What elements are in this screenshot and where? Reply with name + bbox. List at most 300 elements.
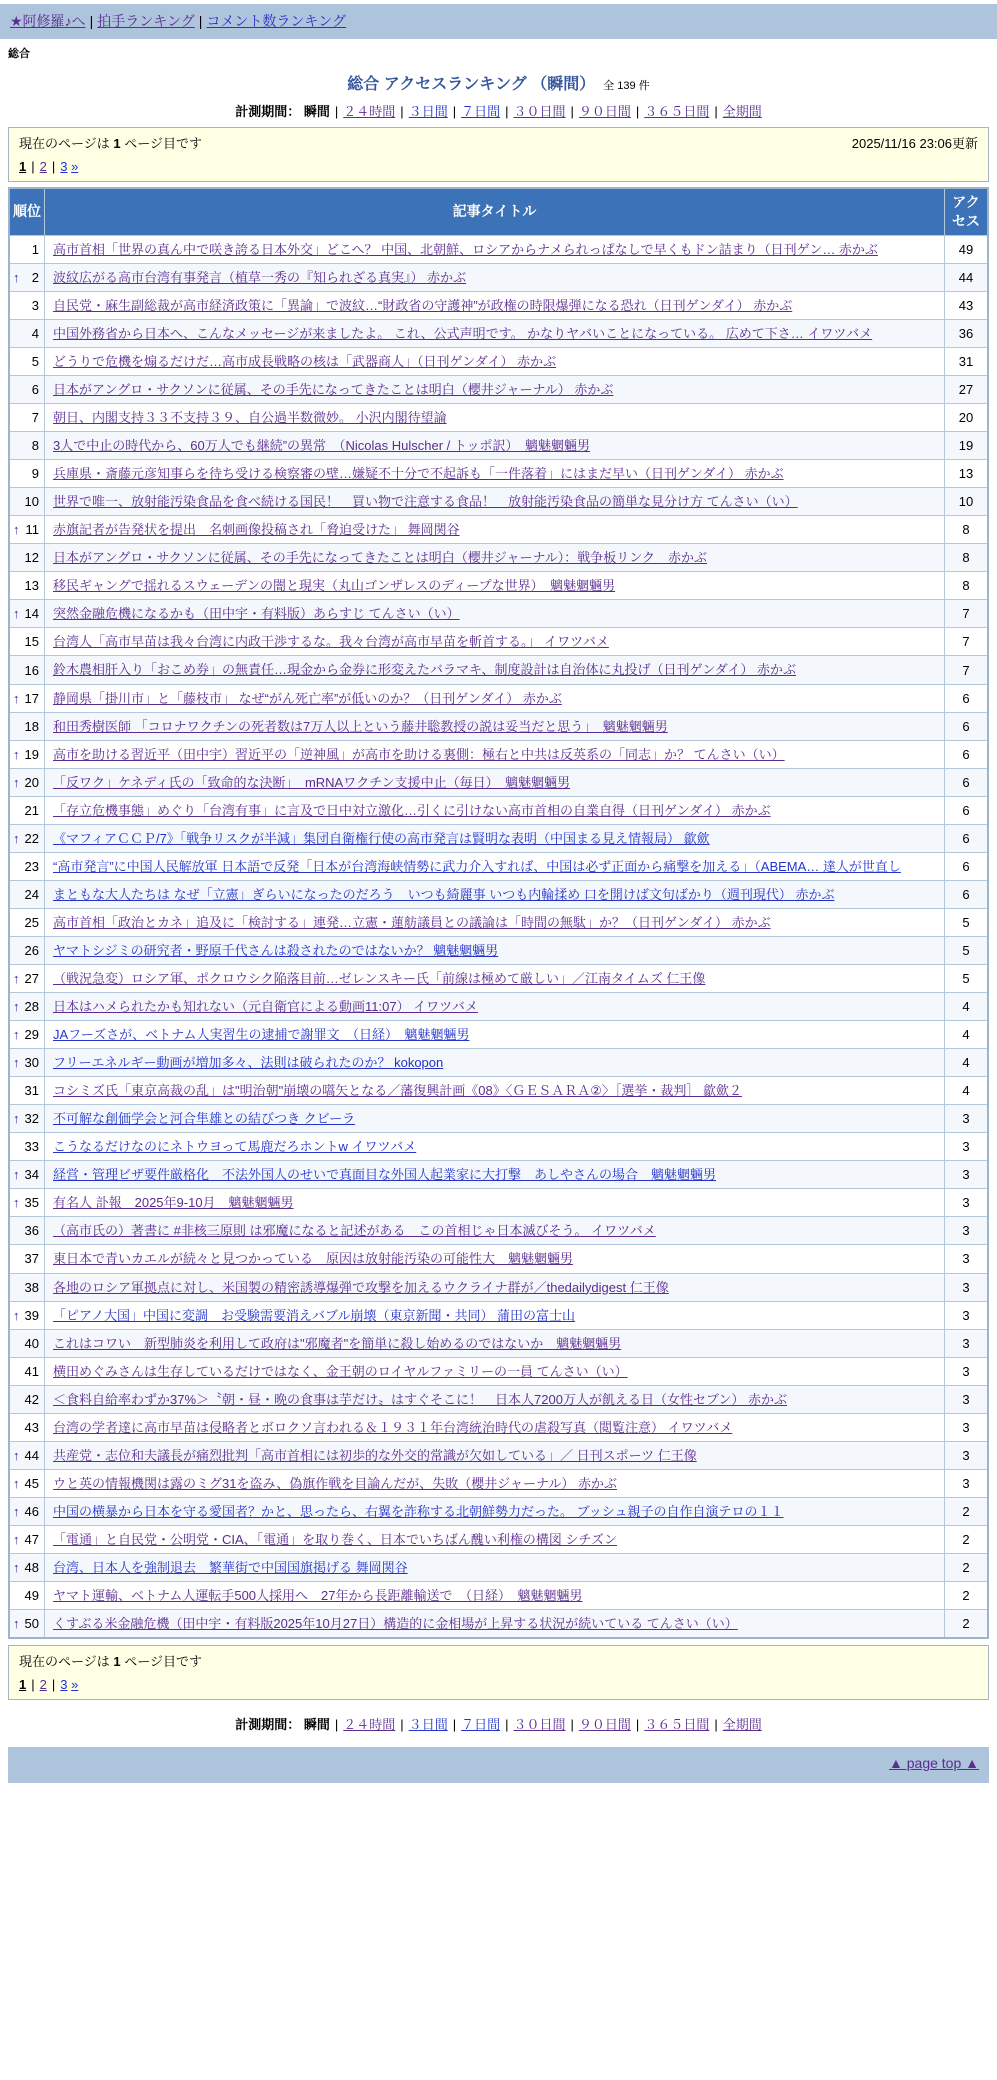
rank-cell [9, 880, 45, 908]
pipe-separator: | [714, 104, 718, 119]
article-link[interactable]: 高市を助ける習近平（田中宇）習近平の「逆神風」が高市を助ける裏側：極右と中共は反英系の「同志」か？ てんさい（い） [53, 746, 785, 762]
rank-cell [9, 263, 45, 291]
rank-cell [9, 600, 45, 628]
current-page-suffix: ページ目です [120, 1654, 202, 1670]
pipe-separator: | [505, 1717, 509, 1733]
page-top-link[interactable]: ▲ page top ▲ [889, 1755, 979, 1772]
rank-cell [9, 1582, 45, 1610]
article-link[interactable]: 経営・管理ビザ要件厳格化 不法外国人のせいで真面目な外国人起業家に大打撃 あしやさんの場合 魑魅魍魎男 [53, 1167, 717, 1183]
rank-cell [9, 1245, 45, 1273]
top-menu-bar [0, 4, 997, 39]
rank-cell [9, 1441, 45, 1469]
title-cell [45, 880, 945, 908]
rank-number: 35 [24, 1195, 39, 1211]
article-link[interactable]: 共産党・志位和夫議長が痛烈批判「高市首相には初歩的な外交的常識が欠如している」／ 日刊スポーツ 仁王像 [53, 1447, 697, 1463]
rank-number: 21 [24, 802, 39, 818]
title-cell [45, 404, 945, 432]
title-cell [45, 824, 945, 852]
rank-cell [9, 824, 45, 852]
ranking-row [9, 1610, 988, 1639]
title-column-header: 記事タイトル [45, 188, 945, 235]
access-count: 36 [945, 319, 989, 347]
period-label-bottom: 計測期間： [235, 1717, 301, 1733]
pipe-separator: | [31, 1677, 35, 1693]
rank-up-icon: ↑ [13, 746, 20, 762]
rank-number: 42 [24, 1391, 39, 1407]
period-link-bottom-2[interactable]: ３日間 [408, 1717, 448, 1733]
page-link-top-»[interactable]: » [71, 159, 79, 174]
period-link-top-5[interactable]: ９０日間 [578, 104, 631, 119]
article-link[interactable]: 3人で中止の時代から、60万人でも継続”の異常 （Nicolas Hulscher / トッポ訳） 魑魅魍魎男 [53, 438, 590, 454]
title-cell [45, 263, 945, 291]
rank-cell [9, 460, 45, 488]
article-link[interactable]: 「反ワク」ケネディ氏の「致命的な決断」 mRNAワクチン支援中止（毎日） 魑魅魍魎男 [53, 774, 571, 790]
article-link[interactable]: 日本がアングロ・サクソンに従属、その手先になってきたことは明白（櫻井ジャーナル）：戦争板リンク 赤かぶ [53, 550, 708, 566]
page-link-current-top: 1 [19, 159, 27, 174]
article-link[interactable]: 高市首相「政治とカネ」追及に「検討する」連発…立憲・蓮舫議員との議論は「時間の無駄」か？（日刊ゲンダイ） 赤かぶ [53, 914, 771, 930]
article-link[interactable]: （戦況急変）ロシア軍、ポクロウシク陥落目前…ゼレンスキー氏「前線は極めて厳しい」／江南タイムズ 仁王像 [53, 971, 706, 986]
page-link-current-bottom: 1 [19, 1677, 27, 1693]
menu-link-3[interactable]: コメント数ランキング [206, 13, 347, 29]
ranking-row [9, 1133, 988, 1161]
ranking-row [9, 852, 988, 880]
page-top-bar [8, 1747, 989, 1783]
title-cell [45, 319, 945, 347]
rank-cell [9, 656, 45, 684]
pipe-separator: | [400, 1717, 404, 1733]
rank-up-icon: ↑ [13, 1027, 20, 1043]
article-link[interactable]: 台湾の学者達に高市早苗は侵略者とボロクソ言われる＆１９３１年台湾統治時代の虐殺写真（閲覧注意） イワツバメ [53, 1419, 733, 1435]
period-current-bottom: 瞬間 [300, 1717, 330, 1733]
title-cell [45, 740, 945, 768]
title-cell [45, 796, 945, 824]
rank-number: 1 [31, 241, 39, 257]
rank-cell [9, 291, 45, 319]
period-selector-top [8, 101, 989, 120]
menu-link-2[interactable]: 拍手ランキング [97, 13, 195, 29]
rank-number: 50 [24, 1616, 39, 1632]
access-count: 4 [945, 993, 989, 1021]
rank-number: 24 [24, 886, 39, 902]
title-line [8, 71, 989, 94]
rank-number: 41 [24, 1363, 39, 1379]
title-cell [45, 347, 945, 375]
access-column-header: アクセス [945, 188, 989, 235]
rank-cell [9, 993, 45, 1021]
rank-number: 23 [24, 858, 39, 874]
rank-number: 25 [24, 914, 39, 930]
access-count: 3 [945, 1189, 989, 1217]
access-count: 7 [945, 628, 989, 656]
article-link[interactable]: 自民党・麻生副総裁が高市経済政策に「異論」で波紋…“財政省の守護神”が政権の時限爆弾になる恐れ（日刊ゲンダイ） 赤かぶ [53, 297, 793, 313]
access-count: 3 [945, 1329, 989, 1357]
article-link[interactable]: 「電通」と自民党・公明党・CIA、「電通」を取り巻く、日本でいちばん醜い利権の構図 シチズン [53, 1531, 618, 1547]
ranking-row [9, 1385, 988, 1413]
article-link[interactable]: “高市発言”に中国人民解放軍 日本語で反発「日本が台湾海峡情勢に武力介入すれば、中国は必ず正面から痛撃を加える」（ABEMA… 達人が世直し [53, 858, 901, 874]
ranking-row [9, 796, 988, 824]
ranking-row [9, 572, 988, 600]
rank-number: 28 [24, 999, 39, 1015]
pipe-separator: | [505, 104, 509, 119]
ranking-row [9, 1413, 988, 1441]
ranking-row [9, 1525, 988, 1553]
access-count: 44 [945, 263, 989, 291]
article-link[interactable]: くすぶる米金融危機（田中宇・有料版2025年10月27日）構造的に金相場が上昇する状況が続いている てんさい（い） [53, 1616, 738, 1632]
article-link[interactable]: ＜食料自給率わずか37%＞〝朝・昼・晩の食事は芋だけ〟はすぐそこに！ 日本人7200万人が飢える日（女性セブン） 赤かぶ [53, 1391, 788, 1407]
period-link-bottom-6[interactable]: ３６５日間 [644, 1717, 710, 1733]
ranking-row [9, 1469, 988, 1497]
current-page-number: 1 [113, 1654, 121, 1670]
ranking-row [9, 740, 988, 768]
ranking-row [9, 1441, 988, 1469]
rank-number: 38 [24, 1279, 39, 1295]
rank-number: 7 [31, 410, 39, 426]
ranking-row [9, 1301, 988, 1329]
article-link[interactable]: コシミズ氏「東京高裁の乱」は"明治朝"崩壊の嚆矢となる／藩復興計画《08》〈ＧＥＳＡＲＡ②〉［選挙・裁判］ 歙歛２ [53, 1083, 742, 1099]
rank-cell [9, 376, 45, 404]
access-count: 13 [945, 460, 989, 488]
article-link[interactable]: こうなるだけなのにネトウヨって馬鹿だろホントw イワツバメ [53, 1139, 417, 1155]
rank-number: 8 [31, 438, 39, 454]
rank-number: 20 [24, 774, 39, 790]
current-page-prefix: 現在のページは [19, 136, 114, 151]
rank-column-header: 順位 [9, 188, 45, 235]
rank-cell [9, 1469, 45, 1497]
rank-cell [9, 1413, 45, 1441]
access-count: 6 [945, 768, 989, 796]
rank-number: 22 [24, 830, 39, 846]
title-cell [45, 572, 945, 600]
pipe-separator: | [51, 1677, 56, 1693]
rank-number: 37 [24, 1251, 39, 1267]
title-cell [45, 1413, 945, 1441]
rank-number: 33 [24, 1139, 39, 1155]
page-link-bottom-»[interactable]: » [71, 1677, 79, 1693]
article-link[interactable]: 高市首相「世界の真ん中で咲き誇る日本外交」どこへ？ 中国、北朝鮮、ロシアからナメられっぱなしで早くもドン詰まり（日刊ゲン… 赤かぶ [53, 241, 878, 257]
access-count: 7 [945, 600, 989, 628]
rank-cell [9, 572, 45, 600]
rank-cell [9, 1525, 45, 1553]
ranking-row [9, 1245, 988, 1273]
article-link[interactable]: ウと英の情報機関は露のミグ31を盗み、偽旗作戦を目論んだが、失敗（櫻井ジャーナル） 赤かぶ [53, 1475, 617, 1491]
access-count: 3 [945, 1273, 989, 1301]
ranking-row [9, 291, 988, 319]
title-cell [45, 1497, 945, 1525]
pager-box-top [8, 127, 989, 182]
ranking-row [9, 965, 988, 993]
article-link[interactable]: （高市氏の）著書に #非核三原則 は邪魔になると記述がある この首相じゃ日本滅びそう。 イワツバメ [53, 1223, 656, 1239]
article-link[interactable]: JAフーズさが、ベトナム人実習生の逮捕で謝罪文 （日経） 魑魅魍魎男 [53, 1027, 470, 1043]
period-link-top-4[interactable]: ３０日間 [513, 104, 566, 119]
rank-up-icon: ↑ [13, 1055, 20, 1071]
pipe-separator: | [334, 104, 339, 119]
title-cell [45, 908, 945, 936]
article-link[interactable]: 東日本で青いカエルが続々と見つかっている 原因は放射能汚染の可能性大 魑魅魍魎男 [53, 1251, 574, 1267]
ranking-row [9, 1021, 988, 1049]
access-count: 3 [945, 1385, 989, 1413]
ranking-row [9, 516, 988, 544]
updated-timestamp: 2025/11/16 23:06更新 [851, 136, 978, 151]
rank-up-icon: ↑ [13, 269, 20, 285]
rank-cell [9, 712, 45, 740]
rank-cell [9, 1273, 45, 1301]
access-count: 3 [945, 1161, 989, 1189]
rank-cell [9, 1329, 45, 1357]
title-cell [45, 1582, 945, 1610]
rank-cell [9, 235, 45, 263]
title-cell [45, 1357, 945, 1385]
article-link[interactable]: 横田めぐみさんは生存しているだけではなく、金王朝のロイヤルファミリーの一員 てんさい（い） [53, 1363, 628, 1379]
ranking-row [9, 1273, 988, 1301]
access-count: 6 [945, 712, 989, 740]
rank-cell [9, 404, 45, 432]
article-link[interactable]: これはコワい 新型肺炎を利用して政府は"邪魔者"を簡単に殺し始めるのではないか 魑魅魍魎男 [53, 1335, 622, 1351]
pipe-separator: | [452, 1717, 457, 1733]
article-link[interactable]: 日本はハメられたかも知れない（元自衛官による動画11:07） イワツバメ [53, 999, 478, 1015]
ranking-row [9, 824, 988, 852]
rank-number: 11 [25, 522, 39, 538]
rank-number: 29 [24, 1027, 39, 1043]
ranking-row [9, 936, 988, 964]
rank-up-icon: ↑ [13, 1307, 20, 1323]
rank-number: 14 [24, 606, 39, 622]
title-cell [45, 516, 945, 544]
article-link[interactable]: ヤマト運輸、ベトナム人運転手500人採用へ 27年から長距離輸送で （日経） 魑魅魍魎男 [53, 1588, 583, 1604]
rank-cell [9, 544, 45, 572]
access-count: 3 [945, 1133, 989, 1161]
period-link-bottom-5[interactable]: ９０日間 [578, 1717, 631, 1733]
current-page-suffix: ページ目です [120, 136, 202, 151]
access-count: 2 [945, 1553, 989, 1581]
article-link[interactable]: まともな大人たちは なぜ「立憲」ぎらいになったのだろう いつも綺麗事 いつも内輪揉め 口を開けば文句ばかり（週刊現代） 赤かぶ [53, 886, 835, 902]
access-count: 5 [945, 936, 989, 964]
ranking-row [9, 908, 988, 936]
access-count: 31 [945, 347, 989, 375]
period-link-bottom-7[interactable]: 全期間 [722, 1717, 762, 1733]
rank-cell [9, 347, 45, 375]
article-link[interactable]: どうりで危機を煽るだけだ…高市成長戦略の核は「武器商人」（日刊ゲンダイ） 赤かぶ [53, 353, 557, 369]
rank-number: 5 [31, 353, 39, 369]
access-count: 5 [945, 965, 989, 993]
rank-up-icon: ↑ [13, 1475, 20, 1491]
title-cell [45, 460, 945, 488]
period-link-top-7[interactable]: 全期間 [722, 104, 762, 119]
period-link-bottom-3[interactable]: ７日間 [461, 1717, 501, 1733]
access-count: 10 [945, 488, 989, 516]
rank-cell [9, 1133, 45, 1161]
period-link-bottom-4[interactable]: ３０日間 [513, 1717, 566, 1733]
ranking-row [9, 768, 988, 796]
period-current-top: 瞬間 [300, 104, 330, 119]
page-link-bottom-2[interactable]: 2 [39, 1677, 47, 1693]
article-link[interactable]: 静岡県「掛川市」と「藤枝市」 なぜ“がん死亡率”が低いのか？（日刊ゲンダイ） 赤かぶ [53, 690, 562, 706]
title-cell [45, 1133, 945, 1161]
pagination-top [19, 159, 978, 174]
access-count: 8 [945, 544, 989, 572]
article-link[interactable]: フリーエネルギー動画が増加多々、法則は破られたのか？ kokopon [53, 1055, 444, 1071]
page-link-top-2[interactable]: 2 [39, 159, 47, 174]
ranking-row [9, 544, 988, 572]
period-link-top-2[interactable]: ３日間 [408, 104, 448, 119]
article-link[interactable]: 不可解な創価学会と河合隼雄との結びつき クビーラ [53, 1111, 356, 1127]
pipe-separator: | [334, 1717, 339, 1733]
article-link[interactable]: 世界で唯一、放射能汚染食品を食べ続ける国民！ 買い物で注意する食品！ 放射能汚染食品の簡単な見分け方 てんさい（い） [53, 494, 798, 510]
article-link[interactable]: 鈴木農相肝入り「おこめ券」の無責任…現金から金券に形変えたバラマキ、制度設計は自治体に丸投げ（日刊ゲンダイ） 赤かぶ [53, 662, 797, 678]
page-link-top-3[interactable]: 3 [60, 159, 68, 174]
access-count: 4 [945, 1049, 989, 1077]
ranking-row [9, 376, 988, 404]
rank-number: 18 [24, 718, 39, 734]
article-link[interactable]: 中国の横暴から日本を守る愛国者？かと、思ったら、右翼を詐称する北朝鮮勢力だった。 ブッシュ親子の自作自演テロの１１ [53, 1503, 784, 1519]
title-cell [45, 544, 945, 572]
ranking-row [9, 1049, 988, 1077]
main-content [0, 45, 997, 1813]
article-link[interactable]: 台湾、日本人を強制退去 繁華街で中国国旗掲げる 舞岡関谷 [53, 1559, 408, 1575]
rank-cell [9, 1049, 45, 1077]
rank-cell [9, 1189, 45, 1217]
period-link-top-6[interactable]: ３６５日間 [644, 104, 710, 119]
access-count: 2 [945, 1610, 989, 1639]
article-link[interactable]: 和田秀樹医師 「コロナワクチンの死者数は7万人以上という藤井聡教授の説は妥当だと思う」 魑魅魍魎男 [53, 718, 668, 734]
article-link[interactable]: 中国外務省から日本へ、こんなメッセージが来ましたよ。 これ、公式声明です。 かなりヤバいことになっている。 広めて下さ… イワツバメ [53, 325, 873, 341]
article-link[interactable]: 各地のロシア軍拠点に対し、米国製の精密誘導爆弾で攻撃を加えるウクライナ群が／thedailydigest 仁王像 [53, 1279, 669, 1295]
ranking-row [9, 460, 988, 488]
rank-cell [9, 1610, 45, 1639]
rank-cell [9, 628, 45, 656]
rank-up-icon: ↑ [13, 1531, 20, 1547]
article-link[interactable]: 赤旗記者が告発状を提出 名刺画像投稿され「脅迫受けた」 舞岡関谷 [53, 522, 460, 538]
rank-number: 3 [31, 297, 39, 313]
pipe-separator: | [714, 1717, 718, 1733]
pipe-separator: | [51, 159, 56, 174]
rank-up-icon: ↑ [13, 830, 20, 846]
title-cell [45, 852, 945, 880]
rank-up-icon: ↑ [13, 606, 20, 622]
access-count: 2 [945, 1582, 989, 1610]
rank-up-icon: ↑ [13, 1195, 20, 1211]
title-cell [45, 1077, 945, 1105]
article-link[interactable]: 朝日、内閣支持３３不支持３９、自公過半数微妙。 小沢内閣待望論 [53, 410, 447, 426]
rank-cell [9, 1021, 45, 1049]
rank-number: 10 [24, 494, 39, 510]
current-page-number: 1 [113, 136, 121, 151]
rank-cell [9, 768, 45, 796]
menu-link-1[interactable]: ★阿修羅♪へ [10, 13, 86, 29]
ranking-row [9, 263, 988, 291]
current-page-prefix: 現在のページは [19, 1654, 114, 1670]
current-page-text-bottom [19, 1651, 202, 1670]
ranking-row [9, 656, 988, 684]
ranking-row [9, 1582, 988, 1610]
pipe-separator: | [400, 104, 404, 119]
article-link[interactable]: 有名人 訃報 2025年9-10月 魑魅魍魎男 [53, 1195, 294, 1211]
title-cell [45, 1273, 945, 1301]
rank-cell [9, 432, 45, 460]
pipe-separator: | [89, 13, 94, 29]
rank-up-icon: ↑ [13, 1167, 20, 1183]
rank-number: 19 [24, 746, 39, 762]
current-page-text-top [19, 133, 202, 152]
article-link[interactable]: 《マフィアＣＣＰ/7》「戦争リスクが半減」集団自衛権行使の高市発言は賢明な表明（中国まる見え情報局） 歙歛 [53, 830, 710, 846]
rank-up-icon: ↑ [13, 999, 20, 1015]
rank-cell [9, 488, 45, 516]
access-count: 8 [945, 516, 989, 544]
rank-up-icon: ↑ [13, 690, 20, 706]
article-link[interactable]: 日本がアングロ・サクソンに従属、その手先になってきたことは明白（櫻井ジャーナル） 赤かぶ [53, 382, 614, 398]
period-link-top-1[interactable]: ２４時間 [343, 104, 396, 119]
access-count: 3 [945, 1357, 989, 1385]
title-cell [45, 432, 945, 460]
article-link[interactable]: 突然金融危機になるかも（田中宇・有料版）あらすじ てんさい（い） [53, 606, 460, 622]
rank-cell [9, 1357, 45, 1385]
access-count: 6 [945, 740, 989, 768]
title-cell [45, 1610, 945, 1639]
title-cell [45, 291, 945, 319]
period-link-top-3[interactable]: ７日間 [461, 104, 501, 119]
access-count: 3 [945, 1469, 989, 1497]
page-link-bottom-3[interactable]: 3 [60, 1677, 68, 1693]
period-link-bottom-1[interactable]: ２４時間 [343, 1717, 396, 1733]
ranking-row [9, 432, 988, 460]
period-label-top: 計測期間： [235, 104, 301, 119]
ranking-header-row [9, 188, 988, 235]
article-link[interactable]: 移民ギャングで揺れるスウェーデンの闇と現実（丸山ゴンザレスのディープな世界） 魑魅魍魎男 [53, 578, 616, 594]
access-count: 49 [945, 235, 989, 263]
rank-up-icon: ↑ [13, 1447, 20, 1463]
title-cell [45, 1217, 945, 1245]
article-link[interactable]: 兵庫県・斎藤元彦知事らを待ち受ける検察審の壁…嫌疑不十分で不起訴も「一件落着」にはまだ早い（日刊ゲンダイ） 赤かぶ [53, 466, 784, 482]
title-cell [45, 965, 945, 993]
rank-up-icon: ↑ [13, 522, 20, 538]
rank-number: 16 [24, 662, 39, 678]
ranking-row [9, 1553, 988, 1581]
ranking-row [9, 1077, 988, 1105]
access-count: 4 [945, 1021, 989, 1049]
page-title: 総合 アクセスランキング （瞬間） [347, 76, 596, 93]
ranking-row [9, 684, 988, 712]
article-link[interactable]: ヤマトシジミの研究者・野原千代さんは殺されたのではないか？ 魑魅魍魎男 [53, 942, 499, 958]
rank-number: 32 [24, 1111, 39, 1127]
access-count: 3 [945, 1413, 989, 1441]
article-link[interactable]: 波紋広がる高市台湾有事発言（植草一秀の『知られざる真実』） 赤かぶ [53, 269, 467, 285]
pipe-separator: | [635, 1717, 640, 1733]
board-label: 総合 [8, 48, 30, 60]
access-count: 2 [945, 1525, 989, 1553]
pipe-separator: | [635, 104, 640, 119]
rank-cell [9, 852, 45, 880]
rank-cell [9, 516, 45, 544]
access-count: 3 [945, 1301, 989, 1329]
ranking-table [8, 187, 989, 1639]
title-cell [45, 1021, 945, 1049]
article-link[interactable]: 「ピアノ大国」中国に変調 お受験需要消えバブル崩壊（東京新聞・共同） 蒲田の富士山 [53, 1307, 576, 1323]
pagination-bottom [19, 1677, 978, 1692]
rank-number: 36 [24, 1223, 39, 1239]
rank-number: 12 [24, 550, 39, 566]
article-link[interactable]: 台湾人「高市早苗は我々台湾に内政干渉するな。我々台湾が高市早苗を斬首する。」 イワツバメ [53, 634, 609, 650]
rank-cell [9, 319, 45, 347]
rank-cell [9, 796, 45, 824]
ranking-row [9, 1189, 988, 1217]
article-link[interactable]: 「存立危機事態」めぐり「台湾有事」に言及で日中対立激化…引くに引けない高市首相の自業自得（日刊ゲンダイ） 赤かぶ [53, 802, 771, 818]
title-cell [45, 376, 945, 404]
rank-up-icon: ↑ [13, 1111, 20, 1127]
rank-number: 4 [31, 325, 39, 341]
rank-up-icon: ↑ [13, 971, 20, 987]
rank-number: 26 [24, 942, 39, 958]
title-cell [45, 1049, 945, 1077]
rank-cell [9, 1161, 45, 1189]
